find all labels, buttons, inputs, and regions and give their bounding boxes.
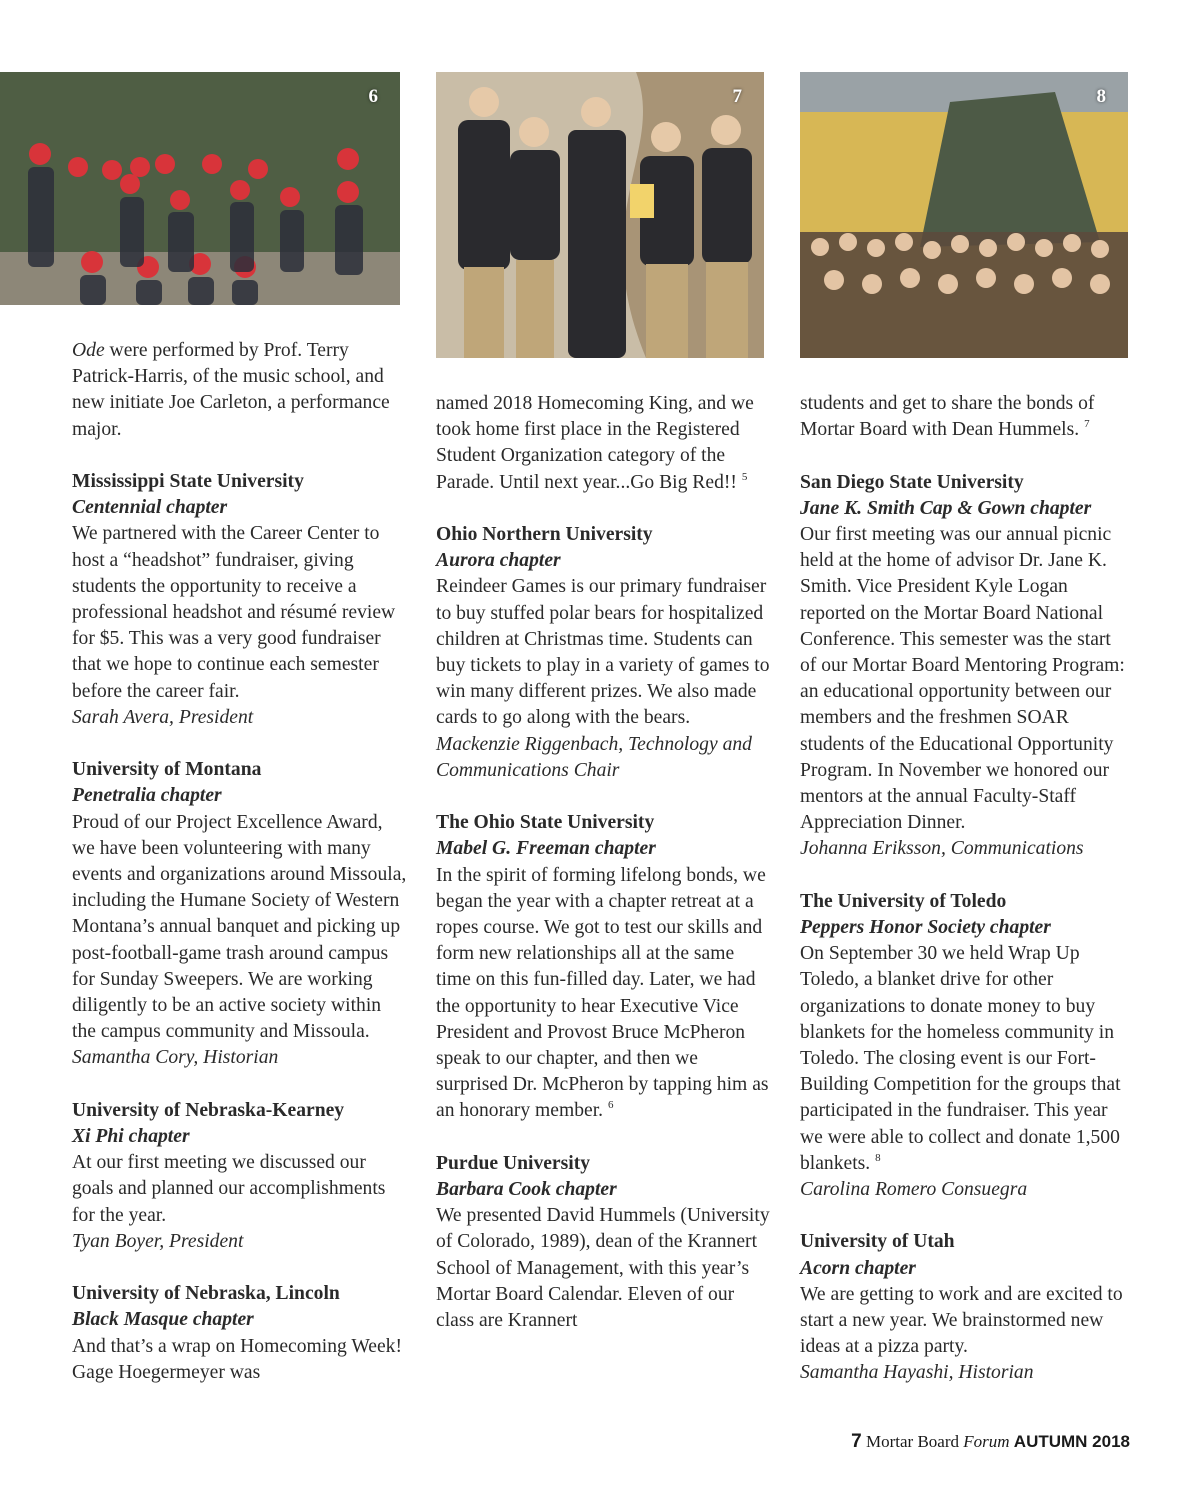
entry-body: Proud of our Project Excellence Award, we have been volunteering with many events and organizations around Missoula, including the Humane Society of Western Montana’s annual banquet and picking up post-football-game trash around campus for Sunday Sweepers. We are working diligently to be an active society within the campus community and Missoula. xyxy=(72,811,407,1043)
entry-signature: Sarah Avera, President xyxy=(72,706,254,728)
chapter-name: Barbara Cook chapter xyxy=(436,1179,617,1201)
column-3 xyxy=(800,391,1132,1387)
photo-8-image xyxy=(800,72,1128,358)
chapter-name: Black Masque chapter xyxy=(72,1309,254,1331)
school-name: University of Nebraska-Kearney xyxy=(72,1099,345,1121)
photo-number: 6 xyxy=(368,86,378,107)
issue-season: AUTUMN 2018 xyxy=(1013,1432,1130,1451)
entry-body: We partnered with the Career Center to host a “headshot” fundraiser, giving students the opportunity to receive a professional headshot and résumé review for $5. This was a very good fundraiser that we hope to continue each semester before the career fair. xyxy=(72,523,396,702)
chapter-name: Mabel G. Freeman chapter xyxy=(436,838,656,860)
publication-name: Mortar Board xyxy=(866,1432,960,1451)
page-footer xyxy=(851,1431,1130,1453)
column-2 xyxy=(436,391,772,1334)
entry-signature: Carolina Romero Consuegra xyxy=(800,1179,1028,1201)
photo-6-image xyxy=(0,72,400,305)
photo-reference: 8 xyxy=(875,1151,881,1164)
intro-italic: Ode xyxy=(72,340,105,361)
school-name: University of Utah xyxy=(800,1231,955,1253)
intro-text: named 2018 Homecoming King, and we took home first place in the Registered Student Organization category of the Parade. Until next year...Go Big Red!! xyxy=(436,393,754,493)
photo-number: 8 xyxy=(1096,86,1106,107)
entry-body-wrap xyxy=(800,941,1132,1177)
entry-body: We are getting to work and are excited to start a new year. We brainstormed new ideas at a pizza party. xyxy=(800,1283,1123,1358)
photo-reference: 7 xyxy=(1084,418,1090,431)
entry-body: In the spirit of forming lifelong bonds, we began the year with a chapter retreat at a ropes course. We got to test our skills and form new relationships all at the same time on this fun-filled day. Later, we had the opportunity to hear Executive Vice President and Provost Bruce McPheron speak to our chapter, and then we surprised Dr. McPheron by tapping him as an honorary member. xyxy=(436,864,769,1122)
school-name: The Ohio State University xyxy=(436,812,655,834)
photo-calendar-presentation xyxy=(436,72,764,358)
chapter-name: Centennial chapter xyxy=(72,497,228,519)
intro-paragraph xyxy=(436,391,772,496)
school-name: San Diego State University xyxy=(800,471,1024,493)
school-name: The University of Toledo xyxy=(800,890,1007,912)
entry-signature: Samantha Hayashi, Historian xyxy=(800,1362,1034,1384)
intro-paragraph xyxy=(72,338,408,443)
intro-paragraph xyxy=(800,391,1132,443)
entry-body: And that’s a wrap on Homecoming Week! Gage Hoegermeyer was xyxy=(72,1335,402,1383)
entry-body: Reindeer Games is our primary fundraiser to buy stuffed polar bears for hospitalized children at Christmas time. Students can buy tickets to play in a variety of games to win many different prizes. We also made cards to go along with the bears. xyxy=(436,576,770,729)
intro-text: were performed by Prof. Terry Patrick-Harris, of the music school, and new initiate Joe Carleton, a performance major. xyxy=(72,340,390,440)
photo-reference: 6 xyxy=(607,1099,614,1112)
entry-signature: Johanna Eriksson, Communications xyxy=(800,838,1084,860)
page-number: 7 xyxy=(851,1431,862,1452)
entry-signature: Tyan Boyer, President xyxy=(72,1230,244,1252)
photo-number: 7 xyxy=(732,86,742,107)
photo-reference: 5 xyxy=(741,470,748,483)
entry-signature: Mackenzie Riggenbach, Technology and Communications Chair xyxy=(436,733,752,781)
entry-signature: Samantha Cory, Historian xyxy=(72,1047,279,1069)
entry-body-wrap xyxy=(436,863,772,1125)
chapter-name: Penetralia chapter xyxy=(72,785,222,807)
photo-ropes-course-group xyxy=(0,72,400,305)
school-name: Ohio Northern University xyxy=(436,524,653,545)
entry-body: At our first meeting we discussed our goals and planned our accomplishments for the year. xyxy=(72,1152,386,1226)
chapter-name: Xi Phi chapter xyxy=(72,1126,190,1148)
chapter-name: Peppers Honor Society chapter xyxy=(800,917,1051,939)
chapter-name: Acorn chapter xyxy=(800,1257,916,1279)
school-name: Purdue University xyxy=(436,1152,591,1174)
photo-blanket-fort-group xyxy=(800,72,1128,358)
intro-text: students and get to share the bonds of Mortar Board with Dean Hummels. xyxy=(800,393,1095,441)
school-name: University of Montana xyxy=(72,759,262,781)
photo-7-image xyxy=(436,72,764,358)
entry-body: Our first meeting was our annual picnic held at the home of advisor Dr. Jane K. Smith. Vice President Kyle Logan reported on the Mortar Board National Conference. This semester was the start of our Mortar Board Mentoring Program: an educational opportunity between our members and the freshmen SOAR students of the Educational Opportunity Program. In November we honored our mentors at the annual Faculty-Staff Appreciation Dinner. xyxy=(800,524,1125,834)
school-name: University of Nebraska, Lincoln xyxy=(72,1283,340,1305)
column-1 xyxy=(72,338,408,1386)
school-name: Mississippi State University xyxy=(72,471,304,492)
chapter-name: Jane K. Smith Cap & Gown chapter xyxy=(800,497,1092,519)
chapter-name: Aurora chapter xyxy=(436,550,561,572)
entry-body: We presented David Hummels (University of Colorado, 1989), dean of the Krannert School of Management, with this year’s Mortar Board Calendar. Eleven of our class are Krannert xyxy=(436,1205,770,1332)
entry-body: On September 30 we held Wrap Up Toledo, a blanket drive for other organizations to donate money to buy blankets for the homeless community in Toledo. The closing event is our Fort-Building Competition for the groups that participated in the fundraiser. This year we were able to collect and donate 1,500 blankets. xyxy=(800,943,1121,1174)
publication-name-italic: Forum xyxy=(963,1432,1010,1451)
